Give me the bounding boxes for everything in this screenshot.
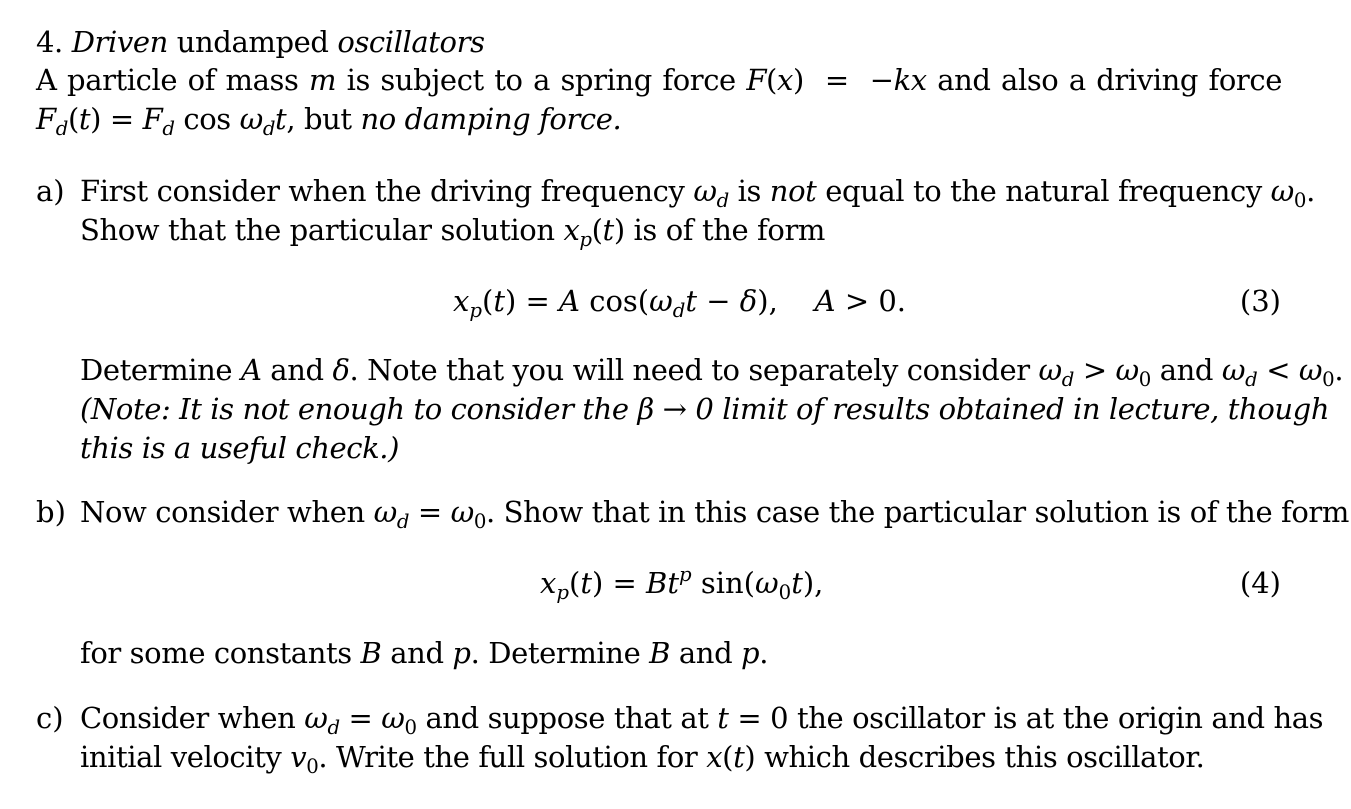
part-c-line-2: initial velocity $v_0$. Write the full solution for x(t) which describes this oscillator. — [80, 740, 1205, 778]
intro-line-1: A particle of mass m is subject to a spring force F(x) = −kx and also a driving force — [36, 63, 1282, 97]
part-b-label: b) — [36, 495, 66, 529]
part-a-line-2: Show that the particular solution $x_p(t)$ is of the form — [80, 213, 826, 251]
part-a-note-line-2: this is a useful check.) — [80, 431, 400, 465]
part-c-line-1: Consider when $\omega_d = \omega_0$ and suppose that at t = 0 the oscillator is at the origin and has — [80, 701, 1324, 739]
part-b-line-1: Now consider when $\omega_d = \omega_0$. Show that in this case the particular solution is of the form — [80, 495, 1349, 533]
part-a-label: a) — [36, 174, 65, 208]
equation-4-number: (4) — [1239, 566, 1281, 600]
part-a-determine: Determine A and δ. Note that you will need to separately consider $\omega_d > \omega_0$ and $\omega_d < \omega_0$. — [80, 353, 1344, 391]
intro-line-2: $F_d(t) = F_d$ $\cos \omega_dt$, but no damping force. — [36, 102, 622, 140]
part-a-note-line-1: (Note: It is not enough to consider the β → 0 limit of results obtained in lecture, though — [80, 392, 1330, 426]
problem-title: 4. Driven undamped oscillators — [36, 25, 485, 59]
part-b-line-2: for some constants B and p. Determine B and p. — [80, 636, 769, 670]
part-a-line-1: First consider when the driving frequency $\omega_d$ is not equal to the natural frequency $\omega_0$. — [80, 174, 1315, 212]
equation-3: $x_p(t) = A$ $\cos(\omega_dt - \delta)$, A > 0. — [453, 284, 907, 322]
part-c-label: c) — [36, 701, 64, 735]
equation-4: $x_p(t) = Bt^p$ $\sin(\omega_0t)$, — [540, 563, 824, 604]
equation-3-number: (3) — [1239, 284, 1281, 318]
